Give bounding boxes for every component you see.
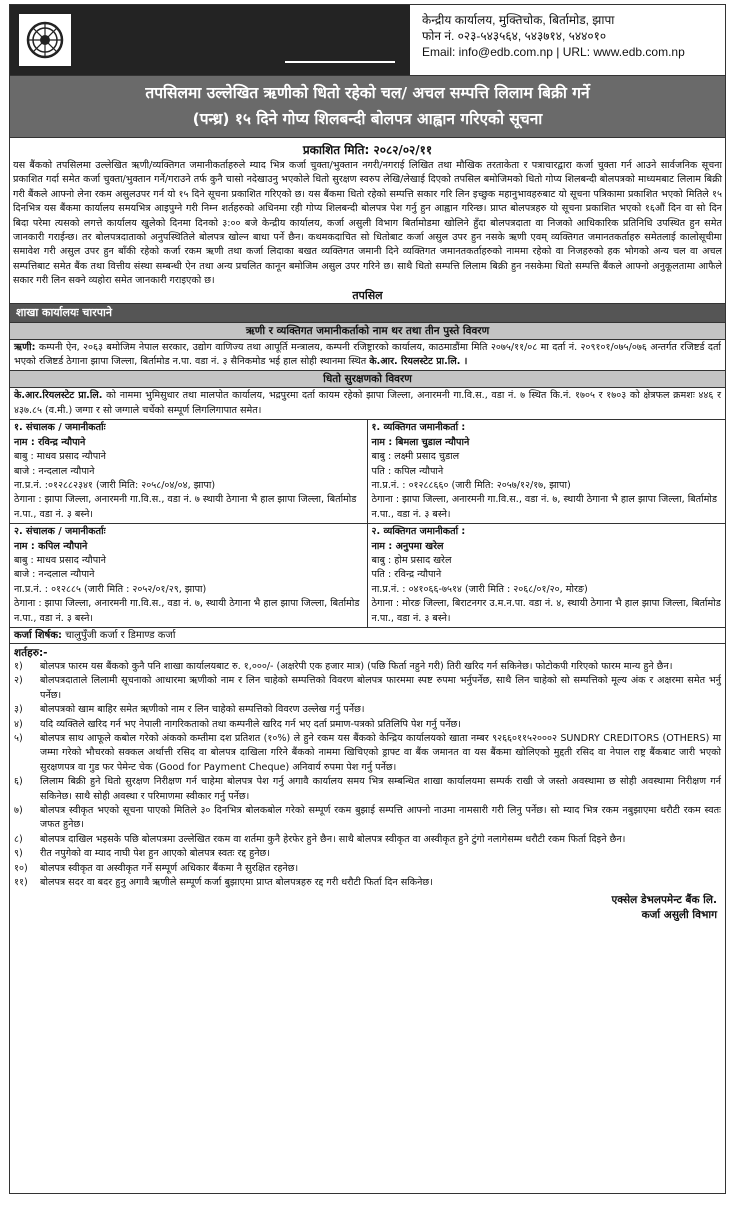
term-number: २) [14,675,23,687]
guarantor-grandfather: बाजे : नन्दलाल न्यौपाने [14,569,95,581]
borrower-details [10,340,725,371]
term-number: १) [14,660,23,672]
guarantor-father: बाबु : माधव प्रसाद न्यौपाने [14,554,106,566]
guarantor-spouse: पति : रविन्द्र न्यौपाने [371,569,442,581]
guarantor-citizenship: ना.प्र.नं. : ०४१०६६-७५१४ (जारी मिति : २०६८/०१/२०, मोरङ) [371,583,588,595]
phone-line: फोन नं. ०२३-५४३५६४, ५४३७१४, ५४४०१० [422,29,607,43]
term-text: बोलपत्र स्वीकृत भएको सूचना पाएको मितिले ३० दिनभित्र बोलकबोल गरेको सम्पूर्ण रकम बुझाई सम्पत्ति आफ्नो नाउमा नामसारी गरी लिनु पर्नेछ। सो म्याद भित्र रकम नबुझाएमा धरौटी रकम स्वतः जफत हुनेछ। [40,805,721,831]
term-number: ११) [14,877,28,889]
contact-info [410,5,685,75]
term-number: ४) [14,718,23,730]
personal-guarantor-2 [368,524,726,627]
guarantor-title: २. व्यक्तिगत जमानीकर्ता : [371,526,466,538]
borrower-label: ऋणी: [14,341,36,353]
guarantor-name: नाम : बिमला चुडाल न्यौपाने [371,436,470,448]
term-number: ७) [14,805,23,817]
loan-type [10,627,725,644]
collateral-heading: धितो सुरक्षणको विवरण [10,370,725,388]
term-text: बोलपत्र साथ आफूले कबोल गरेको अंकको कम्तीमा दश प्रतिशत (१०%) ले हुने रकम यस बैंकको केन्द्रिय कार्यालयको खाता नम्बर ९२६६०११५२०००२ SUNDRY CREDITORS (OTHERS) मा जम्मा गरेको भौचरको सक्कल अर्थात्ती रसिद वा बोलपत्र दाखिला गरिने बैंकको नाममा खिचिएको ड्राफ्ट वा बैंक जमानत वा यस बैंकमा खोलिएको मुद्दती रसिद वा नेपाल राष्ट्र बैंकबाट जारी भएको सुरक्षणपत्र वा गुड फर पेमेन्ट चेक (Good for Payment Cheque) अनिवार्य रुपमा पेश गर्नु पर्नेछ। [40,733,721,773]
collateral-details [10,388,725,419]
term-text: रीत नपुगेको वा म्याद नाघी पेश हुन आएको बोलपत्र स्वतः रद्द हुनेछ। [40,848,270,860]
collateral-text: को नाममा भुमिसुधार तथा मालपोत कार्यालय, भद्रपुरमा दर्ता कायम रहेको झापा जिल्ला, अनारमनी गा.वि.स., वडा नं. ७ स्थित कि.नं. १७०५ र १७०३ को क्षेत्रफल क्रमशः ४४६ र ४३७.८५ (व.मी.) जग्गा र सो जग्गाले चर्चेको सम्पूर्ण लिगलिगापात समेत। [14,390,722,416]
terms-list [10,660,725,891]
term-item [10,732,725,775]
guarantor-title: १. संचालक / जमानीकर्ताः [14,422,106,434]
guarantor-citizenship: ना.प्र.नं. :०१२८८२३४१ (जारी मिति: २०५८/०४/०४, झापा) [14,479,216,491]
director-guarantor-1 [10,420,368,523]
guarantor-title: १. व्यक्तिगत जमानीकर्ता : [371,422,466,434]
term-item [10,804,725,833]
guarantor-address: ठेगाना : झापा जिल्ला, अनारमनी गा.वि.स., वडा नं. ७ स्थायी ठेगाना भै हाल झापा जिल्ला, बिर्तामोड न.पा., वडा नं. ३ बस्ने। [14,494,357,520]
published-date: प्रकाशित मिति: २०८२/०२/११ [302,143,433,157]
term-text: बोलपत्र स्वीकृत वा अस्वीकृत गर्ने सम्पूर्ण अधिकार बैंकमा नै सुरक्षित रहनेछ। [40,862,299,874]
borrower-name: के.आर. रियलस्टेट प्रा.लि. । [369,356,468,368]
loan-value: चालुपुँजी कर्जा र डिमाण्ड कर्जा [65,629,176,641]
guarantor-citizenship: ना.प्र.नं. : ०१२८८५ (जारी मिति : २०५२/०१/२९, झापा) [14,583,207,595]
borrower-heading: ऋणी र व्यक्तिगत जमानीकर्ताको नाम थर तथा तीन पुस्ते विवरण [10,322,725,340]
term-item [10,833,725,847]
title-line-1: तपसिलमा उल्लेखित ऋणीको धितो रहेको चल/ अचल सम्पत्ति लिलाम बिक्री गर्ने [145,84,590,102]
header-divider-line [285,61,395,63]
header [10,5,725,76]
guarantor-name: नाम : अनुपमा खरेल [371,540,444,552]
director-guarantor-2 [10,524,368,627]
intro-paragraph: यस बैंकको तपसिलमा उल्लेखित ऋणी/व्यक्तिगत जमानीकर्ताहरुले म्याद भित्र कर्जा चुक्ता/भुक्तान नगरी/नगराई लिखित तथा मौखिक तरताकेता र पत्राचारद्वारा कर्जा चुक्ता गर्न आउने सार्वजनिक सूचना प्रकाशित गर्दा समेत कर्जा चुक्ता/भुक्तान गर्ने/गराउने तर्फ कुनै चासो नदेखाउनु भएकोले धितो सुरक्षण स्वरुप लेखि/लेखाई दिएको तपसिल बमोजिमको धितो गोप्य शिलबन्दी बोलपत्रको माध्यमबाट लिलाम बिक्री गरी बैंकले आफ्नो लेना रकम असुलउपर गर्न यो १५ दिने सूचना प्रकाशित गरिएको छ। यस बैंकमा धितो रहेको सम्पत्ति सकार गरि लिन इच्छुक महानुभावहरुबाट यो सूचना पत्रिकामा प्रकाशित भएको मितिले १५ दिनभित्र यस बैंकमा कार्यालय समयभित्र आइपुग्ने गरी निम्न शर्तहरुको अधिनमा रही गोप्य शिलबन्दी बोलपत्र पेश गर्नु हुन आह्वान गरिन्छ। प्राप्त बोलपत्रहरु यो सूचना प्रकाशित भएको १६औं दिन वा सो दिन बिदा परेमा त्यसको लगत्ते कार्यालय खुलेको दिनमा दिनको ३:०० बजे केन्द्रीय कार्यालय, कर्जा असुली विभाग बिर्तामोडमा खोलिने हुँदा बोलपत्रदाता वा निजको आधिकारिक प्रतिनिधि उपस्थित हुन समेत जानकारी गराईन्छ। तर बोलपत्रदाताको अनुपस्थितिले बोलपत्र खोल्न बाधा पर्ने छैन। कथमकदाचित सो धितोबाट कर्जा असुल उपर हुन नसके ऋणी एवम् व्यक्तिगत जमानतकर्ताहरु समेतलाई कालोसूचीमा समावेश गरी असुल उपर हुन बाँकी रहेको कर्जा रकम ऋणी तथा कर्जा लिदाका बखत व्यक्तिगत जमानी दिने व्यक्तिगत जमानतकर्ताहरुको नाममा रहेको वा निजहरुको हक भोगको अन्य चल वा अचल सम्पत्तिबाट समेत बैंक तथा वित्तीय संस्था सम्बन्धी ऐन तथा अन्य प्रचलित कानून बमोजिम असुल उपर गरिने छ। साथै धितो सम्पत्ति लिलाम बिक्री हुन नसकेमा धितो सम्पत्ति बैंकले आफ्नो अनुकूलतामा आफैले सकार गरी लिन सक्ने व्यहोरा समेत जानकारी गराइएको छ। [13,160,722,287]
bank-logo [17,12,73,68]
term-text: बोलपत्रको खाम बाहिर समेत ऋणीको नाम र लिन चाहेको सम्पत्तिको विवरण उल्लेख गर्नु पर्नेछ। [40,704,365,716]
guarantor-row-1 [10,419,725,523]
notice-page [9,4,726,1194]
terms-heading: शर्तहरु:- [14,646,48,659]
term-number: ३) [14,704,23,716]
personal-guarantor-1 [368,420,726,523]
term-item [10,862,725,876]
guarantor-father: बाबु : होम प्रसाद खरेल [371,554,452,566]
guarantor-address: ठेगाना : झापा जिल्ला, अनारमनी गा.वि.स., वडा नं. ७, स्थायी ठेगाना भै हाल झापा जिल्ला, बिर्तामोड न.पा., वडा नं. ३ बस्ने। [14,598,360,624]
guarantor-citizenship: ना.प्र.नं. : ०१२८८६६० (जारी मिति: २०५७/१२/१७, झापा) [371,479,571,491]
term-number: ६) [14,776,23,788]
signature-block [10,890,725,923]
notice-title [10,76,725,138]
address-line: केन्द्रीय कार्यालय, मुक्तिचोक, बिर्तामोड, झापा [422,13,615,27]
title-line-2: (पन्ध्र) १५ दिने गोप्य शिलबन्दी बोलपत्र आह्वान गरिएको सूचना [192,110,543,128]
term-text: बोलपत्रदाताले लिलामी सूचनाको आधारमा ऋणीको नाम र लिन चाहेको सम्पत्तिको विवरण बोलपत्र फारममा स्पष्ट रुपमा भर्नुपर्नेछ, साथै लिन चाहेको सो सम्पत्तिको मूल्य अंक र अक्षरमा समेत भर्नु पर्नेछ। [40,675,721,701]
logo-block [10,5,410,75]
loan-label: कर्जा शिर्षक: [14,629,63,641]
borrower-text: कम्पनी ऐन, २०६३ बमोजिम नेपाल सरकार, उद्योग वाणिज्य तथा आपूर्ति मन्त्रालय, कम्पनी रजिष्ट्रारको कार्यालय, काठमाडौंमा मिति २०७५/११/०८ मा दर्ता नं. २०९१०१/०७५/०७६ अन्तर्गत रजिष्टर्ड दर्ता भएको रजिष्टर्ड ठेगाना झापा जिल्ला, बिर्तामोड न.पा. वडा नं. ३ सैनिकमोड भई हाल सोही स्थानमा स्थित [14,341,721,368]
bank-logo-icon [25,20,65,60]
term-text: बोलपत्र फारम यस बैंकको कुनै पनि शाखा कार्यालयबाट रु. १,०००/- (अक्षरेपी एक हजार मात्र) (पछि फिर्ता नहुने गरी) तिरी खरिद गर्न सकिनेछ। फोटोकपी गरिएको फारम मान्य हुने छैन। [40,660,673,672]
term-item [10,876,725,890]
term-item [10,718,725,732]
guarantor-spouse: पति : कपिल न्यौपाने [371,465,444,477]
guarantor-name: नाम : रविन्द्र न्यौपाने [14,436,86,448]
branch-office: शाखा कार्यालयः चारपाने [10,303,725,322]
term-number: ९) [14,848,23,860]
tapsil-heading: तपसिल [352,288,383,302]
term-item [10,703,725,717]
guarantor-title: २. संचालक / जमानीकर्ताः [14,526,106,538]
department-name: कर्जा असुली विभाग [641,909,717,922]
term-item [10,775,725,804]
guarantor-address: ठेगाना : झापा जिल्ला, अनारमनी गा.वि.स., वडा नं. ७, स्थायी ठेगाना भै हाल झापा जिल्ला, बिर्तामोड न.पा., वडा नं. ३ बस्ने। [371,494,717,520]
term-text: लिलाम बिक्री हुने धितो सुरक्षण निरीक्षण गर्न चाहेमा बोलपत्र पेश गर्नु अगावै कार्यालय समय भित्र सम्बन्धित शाखा कार्यालयमा सम्पर्क राखी जे जस्तो अवस्थामा छ सोही अवस्थामा निरीक्षण गर्न सकिनेछ। साथै सोही अवस्था र परिमाणमा स्वीकार गर्नु पर्नेछ। [40,776,721,802]
guarantor-grandfather: बाजे : नन्दलाल न्यौपाने [14,465,95,477]
term-text: बोलपत्र दाखिल भइसके पछि बोलपत्रमा उल्लेखित रकम वा शर्तमा कुनै हेरफेर हुने छैन। साथै बोलपत्र स्वीकृत वा अस्वीकृत हुने टुंगो नलागेसम्म धरौटी रकम फिर्ता दिइने छैन। [40,833,626,845]
term-number: ८) [14,833,23,845]
guarantor-row-2 [10,523,725,627]
guarantor-name: नाम : कपिल न्यौपाने [14,540,88,552]
term-number: १०) [14,862,28,874]
term-number: ५) [14,733,23,744]
bank-name: एक्सेल डेभलपमेन्ट बैंक लि. [611,894,717,907]
email-url-line: Email: info@edb.com.np | URL: www.edb.com.np [422,45,685,59]
guarantor-address: ठेगाना : मोरङ जिल्ला, बिराटनगर उ.म.न.पा. वडा नं. ४, स्थायी ठेगाना भै हाल झापा जिल्ला, बिर्तामोड न.पा., वडा नं. ३ बस्ने। [371,598,721,624]
term-item [10,660,725,674]
guarantor-father: बाबु : माधव प्रसाद न्यौपाने [14,451,106,463]
term-item [10,674,725,703]
term-text: बोलपत्र सदर वा बदर हुनु अगावै ऋणीले सम्पूर्ण कर्जा बुझाएमा प्राप्त बोलपत्रहरु रद्द गरी धरौटी फिर्ता दिन सकिनेछ। [40,877,433,889]
collateral-owner: के.आर.रियलस्टेट प्रा.लि. [14,390,103,402]
guarantor-father: बाबु : लक्ष्मी प्रसाद चुडाल [371,451,460,463]
term-item [10,847,725,861]
term-text: यदि व्यक्तिले खरिद गर्न भए नेपाली नागरिकताको तथा कम्पनीले खरिद गर्न भए दर्ता प्रमाण-पत्रको प्रतिलिपि पेश गर्नु पर्नेछ। [40,718,461,730]
